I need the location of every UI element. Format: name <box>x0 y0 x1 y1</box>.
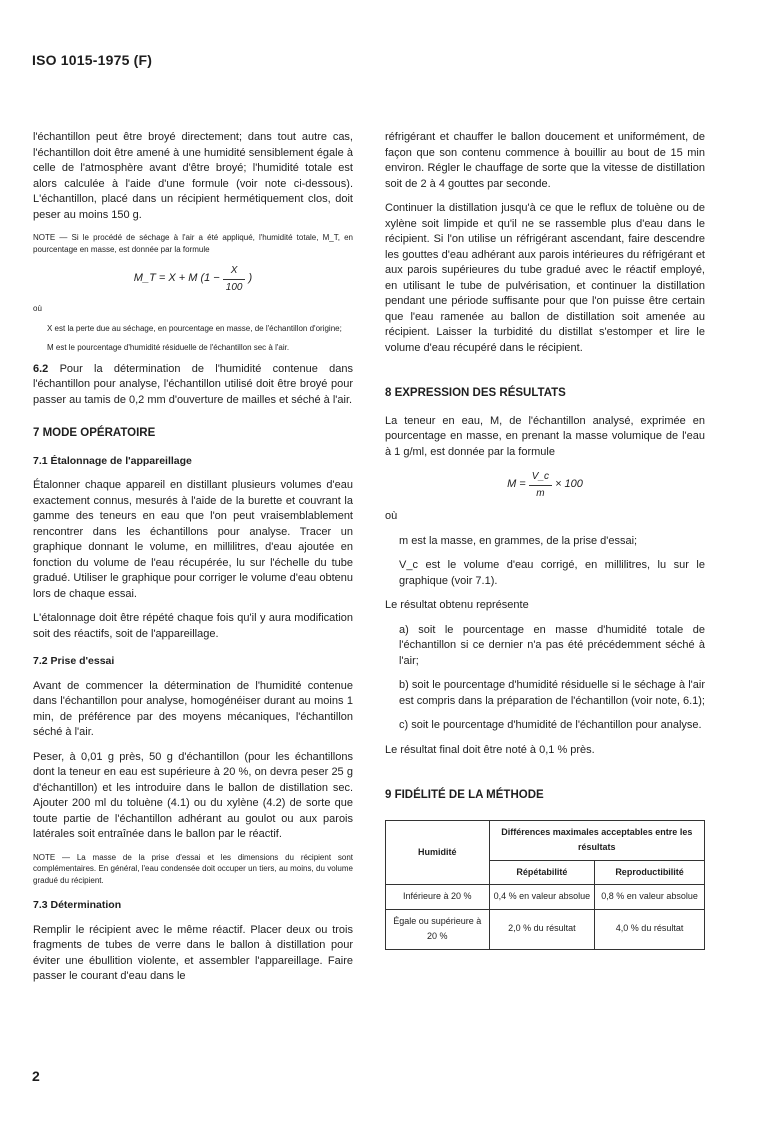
heading-9: 9 FIDÉLITÉ DE LA MÉTHODE <box>385 789 544 801</box>
paragraph: l'échantillon peut être broyé directement; dans tout autre cas, l'échantillon doit être amené à une humidité sensiblement égale à celle de l'atmosphère avant d'être broyé; l'humidité totale est alors calculée à l'aide d'une formule (voir note ci-dessous). L'échantillon, placé dans un récipient hermétiquement clos, doit peser au moins 150 g. <box>33 131 353 221</box>
heading-7-3: 7.3 Détermination <box>33 899 122 911</box>
paragraph: Continuer la distillation jusqu'à ce que le reflux de toluène ou de xylène soit limpide et qu'il ne se rassemble plus d'eau dans le récipient. Si l'on utilise un réfrigérant ascendant, faire descendre les gouttes d'eau adhérant aux parois intérieures du réfrigérant et aux parois supérieures du tube gradué avec le réactif employé, en utilisant le tube de pulvérisation, et continuer la distillation pendant une période suffisante pour que l'on puisse être certain que l'eau ramenée au ballon de distillation soit amenée au récipient. Laisser la turbidité du distillat s'estomper et lire le volume d'eau récupéré dans le récipient. <box>385 202 705 354</box>
formula-fraction <box>223 263 246 295</box>
fraction-denominator: 100 <box>225 281 243 293</box>
formula-lhs: M_T = X + M <box>133 272 198 285</box>
table-cell: Égale ou supérieure à 20 % <box>386 909 490 949</box>
page-number: 2 <box>32 1068 40 1084</box>
formula-mt <box>33 263 353 295</box>
formula-fraction <box>529 469 552 501</box>
heading-8: 8 EXPRESSION DES RÉSULTATS <box>385 387 566 399</box>
formula-paren-right: ) <box>248 272 253 285</box>
table-cell: Inférieure à 20 % <box>386 885 490 910</box>
paragraph: réfrigérant et chauffer le ballon doucement et uniformément, de façon que son contenu commence à bouillir au bout de 15 min environ. Régler le chauffage de sorte que la vitesse de distillation soit de 2 à 4 gouttes par seconde. <box>385 131 705 190</box>
formula-paren-left: (1 − <box>200 272 220 285</box>
note: NOTE — Si le procédé de séchage à l'air a été appliqué, l'humidité totale, M_T, en pourcentage en masse, est donnée par la formule <box>33 233 353 254</box>
paragraph: Avant de commencer la détermination de l'humidité contenue dans l'échantillon pour analyse, homogénéiser durant au moins 1 min, de préférence par des moyens mécaniques, l'échantillon séché à l'air. <box>33 679 353 738</box>
table-cell: 4,0 % du résultat <box>595 909 705 949</box>
paragraph: Étalonner chaque appareil en distillant plusieurs volumes d'eau exactement connus, mesurés à l'aide de la burette et couvrant la gamme des teneurs en eau que l'on peut vraisemblablement rencontrer dans les échantillons pour analyse. Tracer un graphique donnant le volume, en millilitres, d'eau ajoutée en fonction du volume de l'eau récupérée, lu sur l'échelle du tube gradué. Utiliser le graphique pour corriger le volume d'eau obtenu lors de chaque essai. <box>33 479 353 600</box>
section-6-2 <box>33 362 353 409</box>
result-c: c) soit le pourcentage d'humidité de l'échantillon pour analyse. <box>399 719 702 731</box>
fraction-denominator: m <box>536 487 545 499</box>
definition-vc: V_c est le volume d'eau corrigé, en millilitres, lu sur le graphique (voir 7.1). <box>399 559 705 587</box>
heading-7: 7 MODE OPÉRATOIRE <box>33 427 156 439</box>
table-cell: 0,4 % en valeur absolue <box>489 885 595 910</box>
right-column <box>385 130 705 950</box>
paragraph: Le résultat obtenu représente <box>385 599 529 611</box>
definition-m: M est le pourcentage d'humidité résiduelle de l'échantillon sec à l'air. <box>47 343 290 352</box>
table-header-humidite: Humidité <box>386 820 490 885</box>
result-b: b) soit le pourcentage d'humidité résiduelle si le séchage à l'air est compris dans la préparation de l'échantillon (voir note, 6.1); <box>399 679 705 707</box>
section-text: Pour la détermination de l'humidité contenue dans l'échantillon pour analyse, l'échantillon utilisé doit être broyé pour passer au tamis de 0,2 mm d'ouverture de mailles et séché à l'air. <box>33 362 353 406</box>
table-cell: 2,0 % du résultat <box>489 909 595 949</box>
paragraph: La teneur en eau, M, de l'échantillon analysé, exprimée en pourcentage en masse, en prenant la masse volumique de l'eau à 1 g/ml, est donnée par la formule <box>385 414 705 458</box>
paragraph: Remplir le récipient avec le même réactif. Placer deux ou trois fragments de tubes de verre dans le ballon à distillation pour éviter une ébullition violente, et assembler l'appareillage. Faire passer le courant d'eau dans le <box>33 923 353 982</box>
table-cell: 0,8 % en valeur absolue <box>595 885 705 910</box>
definition-x: X est la perte due au séchage, en pourcentage en masse, de l'échantillon d'origine; <box>47 323 342 333</box>
ou-label: où <box>33 304 42 313</box>
result-a: a) soit le pourcentage en masse d'humidité totale de l'échantillon si ce dernier n'a pas été précédemment séché à l'air; <box>399 623 705 667</box>
table-header-diff: Différences maximales acceptables entre les résultats <box>489 820 704 860</box>
table-row <box>386 885 705 910</box>
document-header: ISO 1015-1975 (F) <box>32 52 153 68</box>
table-header-repro: Reproductibilité <box>595 860 705 885</box>
ou-label: où <box>385 510 398 522</box>
table-header-row <box>386 820 705 860</box>
section-number: 6.2 <box>33 362 49 375</box>
precision-table <box>385 820 705 950</box>
left-column <box>33 130 353 994</box>
paragraph: Le résultat final doit être noté à 0,1 % près. <box>385 743 595 756</box>
note: NOTE — La masse de la prise d'essai et les dimensions du récipient sont complémentaires. En général, l'eau condensée doit occuper un tiers, au moins, du volume gradué du récipient. <box>33 852 353 885</box>
fraction-numerator: V_c <box>529 469 552 486</box>
heading-7-1: 7.1 Étalonnage de l'appareillage <box>33 454 192 467</box>
table-header-rep: Répétabilité <box>489 860 595 885</box>
heading-7-2: 7.2 Prise d'essai <box>33 655 115 667</box>
definition-m: m est la masse, en grammes, de la prise d'essai; <box>399 534 638 547</box>
formula-lhs: M = <box>507 478 526 491</box>
formula-m <box>385 469 705 501</box>
paragraph: L'étalonnage doit être répété chaque fois qu'il y aura modification soit des réactifs, soit de l'appareillage. <box>33 612 353 640</box>
fraction-numerator: X <box>223 263 246 280</box>
table-row <box>386 909 705 949</box>
paragraph: Peser, à 0,01 g près, 50 g d'échantillon (pour les échantillons dont la teneur en eau est supérieure à 20 %, on devra peser 25 g d'échantillon) et les introduire dans le ballon de distillation sec. Ajouter 200 ml du toluène (4.1) ou du xylène (4.2) de sorte que toute partie de l'échantillon adhérant au goulot ou aux parois latérales soit entraînée dans le ballon par le réactif. <box>33 750 353 840</box>
formula-rhs: × 100 <box>555 478 583 491</box>
